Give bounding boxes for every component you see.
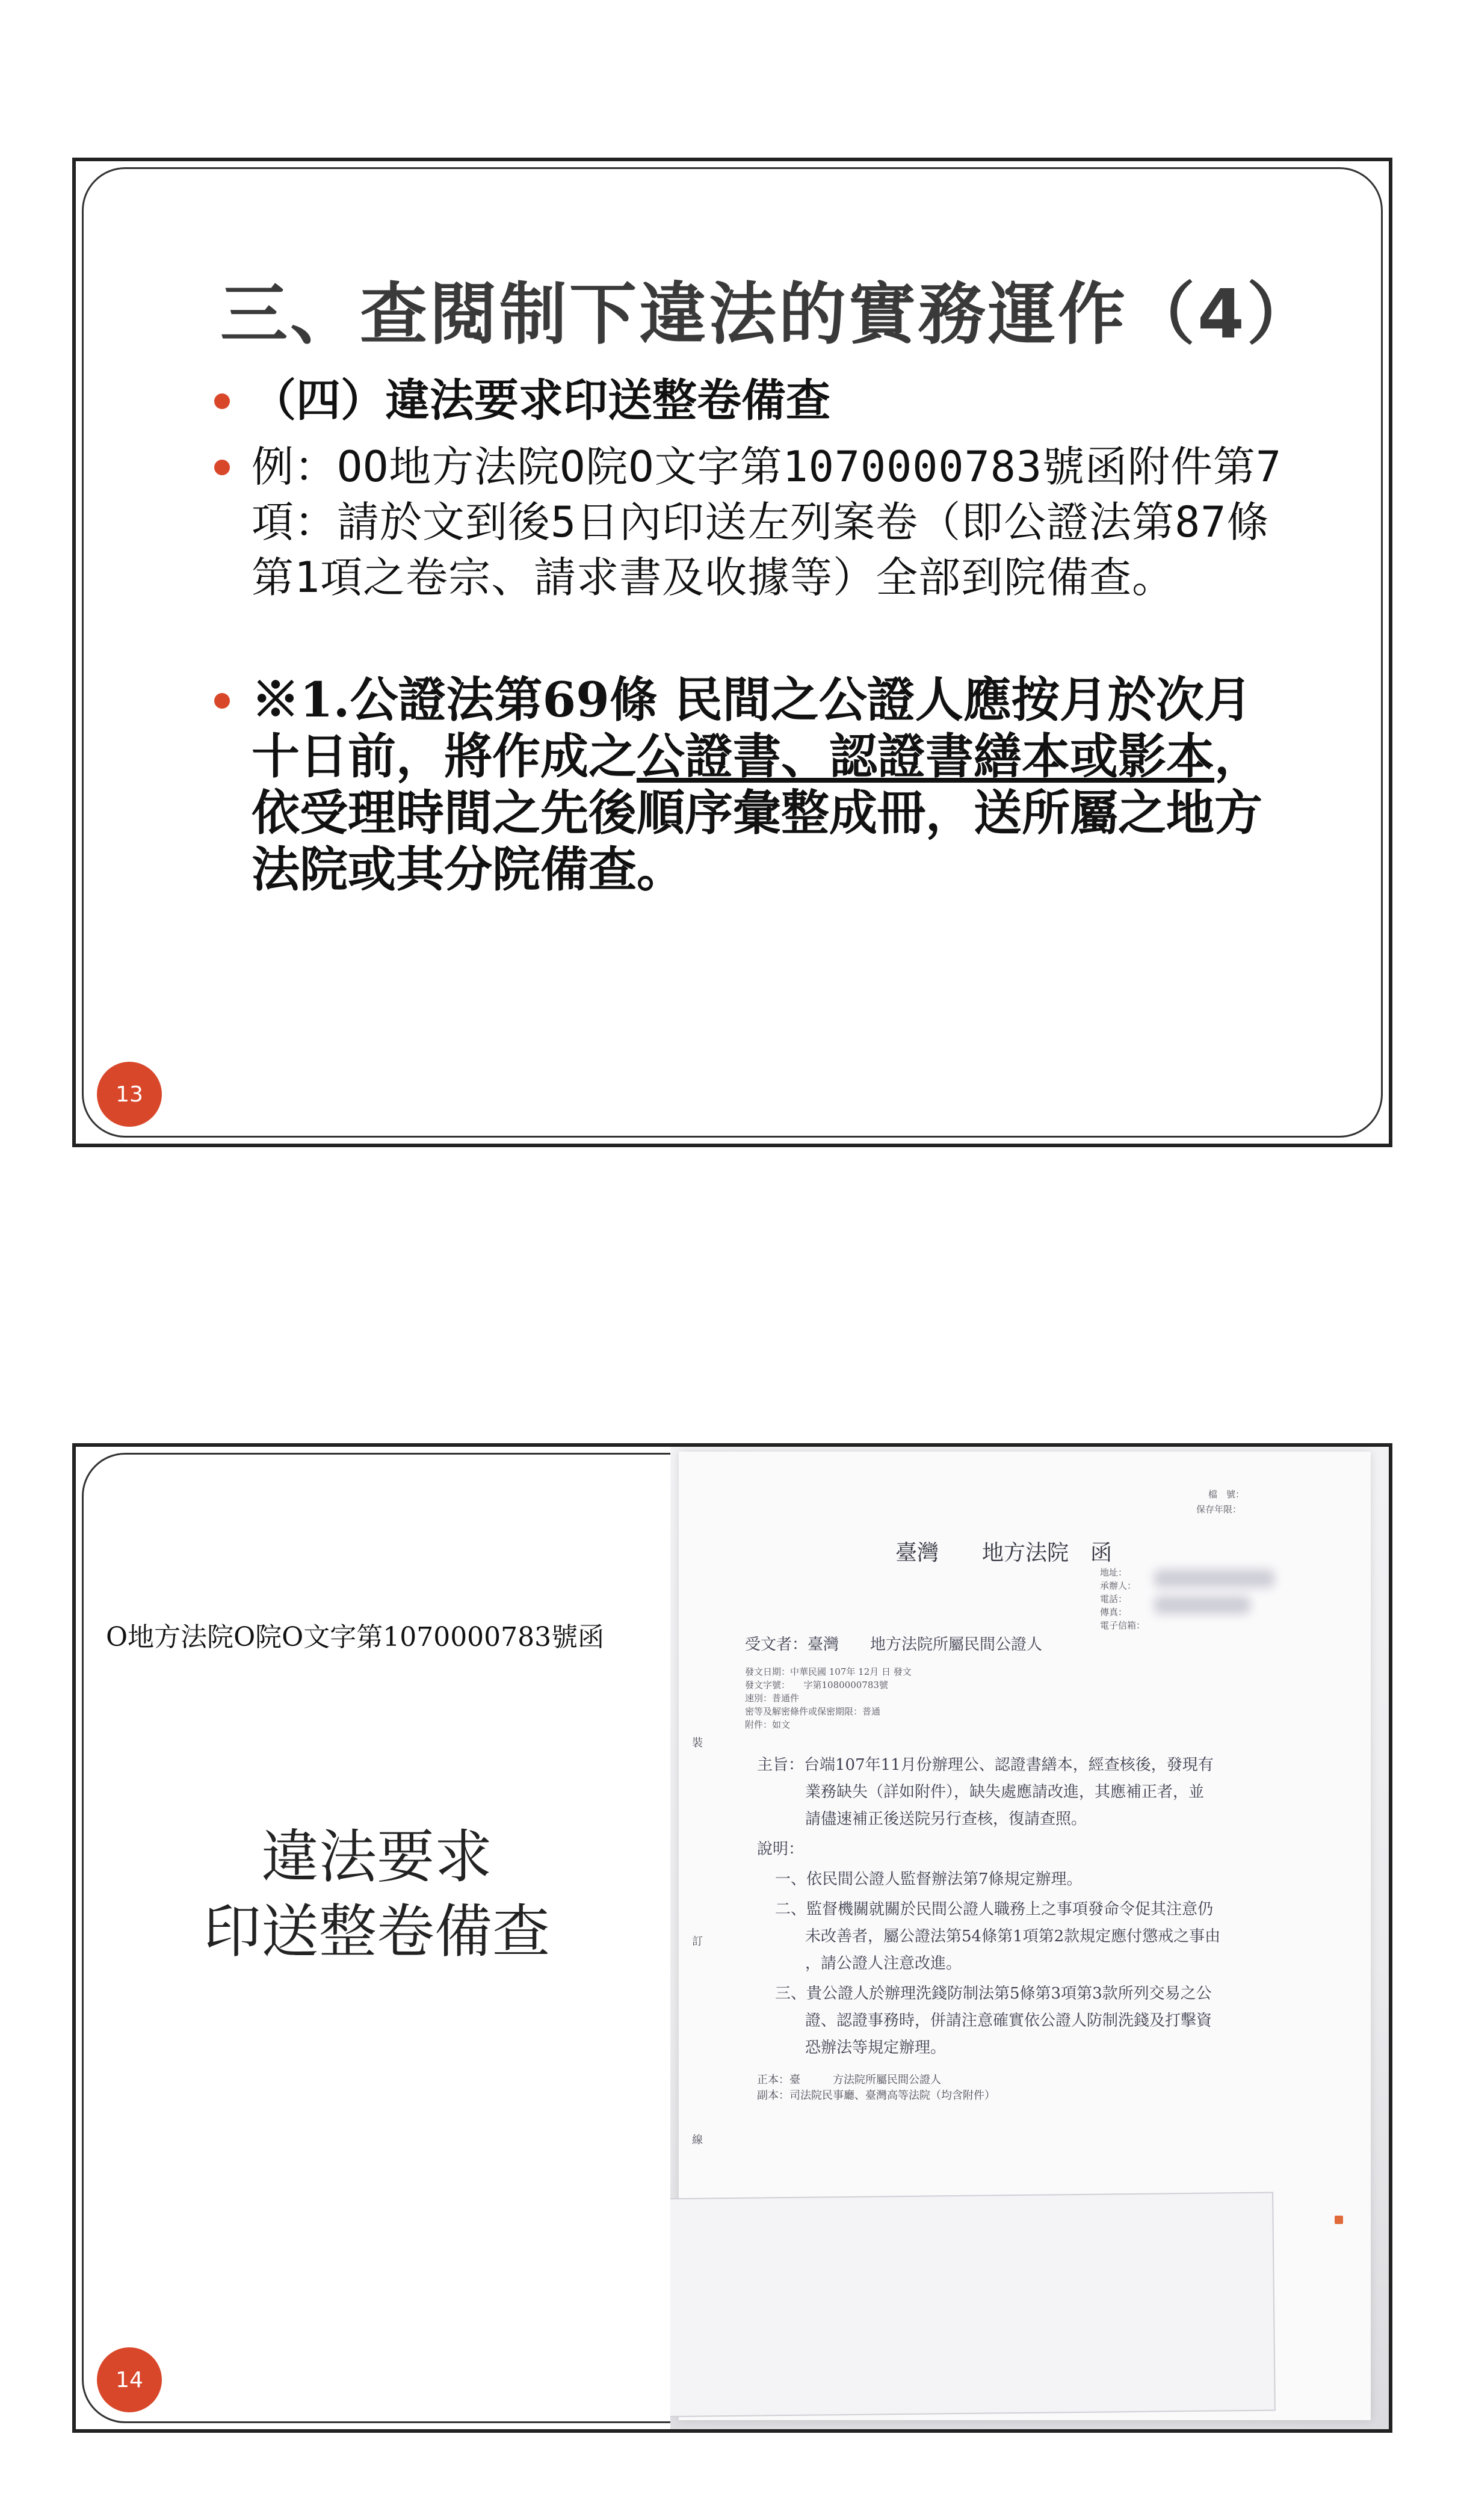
slide-heading (112, 1820, 641, 1969)
bullet-2-text: 例：OO地方法院O院O文字第1070000783號函附件第7項：請於文到後5日內印送左列案卷（即公證法第87條第1項之卷宗、請求書及收據等）全部到院備查。 (252, 442, 1282, 602)
bullet-dot-icon (214, 460, 230, 475)
letter-photo (670, 1447, 1389, 2429)
bullet-1-text: （四）違法要求印送整卷備查 (252, 375, 830, 427)
slide-left-panel (76, 1447, 666, 2429)
bullet-dot-icon (214, 693, 230, 709)
docno-line: 發文字號： 字第1080000783號 (745, 1680, 888, 1690)
heading-line-2: 印送整卷備查 (203, 1898, 550, 1965)
tel-label: 電話： (1100, 1594, 1128, 1604)
secrecy-line: 密等及解密條件或保密期限：普通 (745, 1706, 881, 1717)
item-3-3: 恐辦法等規定辦理。 (805, 2039, 947, 2057)
bullet-dot-icon (214, 393, 230, 409)
slide-14 (72, 1443, 1392, 2433)
address-label: 地址： (1100, 1567, 1128, 1578)
cc-copy: 副本：司法院民事廳、臺灣高等法院（均含附件） (757, 2089, 995, 2102)
official-letter (679, 1452, 1371, 2420)
attach-line: 附件：如文 (745, 1719, 791, 1730)
margin-mark-1: 裝 (692, 1737, 703, 1749)
file-no: 檔 號： (1208, 1489, 1245, 1500)
redaction (1154, 1570, 1274, 1588)
item-1: 一、依民間公證人監督辦法第7條規定辦理。 (775, 1870, 1083, 1888)
item-3-2: 證、認證事務時，併請注意確實依公證人防制洗錢及打擊資 (805, 2012, 1212, 2030)
bullet-item-2 (214, 439, 1297, 605)
bullet-3-underlined: 公證書、認證書繕本或影本 (637, 728, 1214, 784)
attached-note (670, 2192, 1276, 2418)
slide-13 (72, 158, 1392, 1147)
fax-label: 傳真： (1100, 1607, 1128, 1618)
item-2-3: ，請公證人注意改進。 (805, 1955, 962, 1973)
bullet-3-text-a: ※1.公證法第69條 民間之公證人應按月於次月十日前，將作成之 (252, 671, 1252, 784)
margin-mark-3: 線 (692, 2134, 703, 2146)
stamp-mark-icon (1335, 2216, 1343, 2224)
item-3-1: 三、貴公證人於辦理洗錢防制法第5條第3項第3款所列交易之公 (775, 1985, 1212, 2003)
item-2-1: 二、監督機關就關於民間公證人職務上之事項發命令促其注意仍 (775, 1900, 1214, 1918)
speed-line: 速別：普通件 (745, 1693, 800, 1704)
item-2-2: 未改善者，屬公證法第54條第1項第2款規定應付懲戒之事由 (805, 1927, 1221, 1945)
slide-title: 三、查閱制下違法的實務運作（4） (220, 276, 1317, 354)
retention: 保存年限： (1196, 1504, 1242, 1515)
court-title: 臺灣 地方法院 函 (895, 1541, 1113, 1565)
date-line: 發文日期：中華民國 107年 12月 日 發文 (745, 1666, 912, 1677)
subject-2: 業務缺失（詳如附件），缺失處應請改進，其應補正者，並 (805, 1783, 1205, 1801)
bullet-item-1 (214, 372, 1297, 430)
subject-1: 主旨：台端107年11月份辦理公、認證書繕本，經查核後，發現有 (757, 1756, 1214, 1774)
letter-reference: O地方法院O院O文字第1070000783號函 (106, 1622, 605, 1653)
email-label: 電子信箱： (1100, 1620, 1146, 1631)
heading-line-1: 違法要求 (261, 1823, 492, 1891)
contact-label: 承辦人： (1100, 1580, 1137, 1591)
explain-label: 說明： (757, 1840, 805, 1858)
cc-main: 正本：臺 方法院所屬民間公證人 (757, 2074, 941, 2086)
subject-3: 請儘速補正後送院另行查核，復請查照。 (805, 1810, 1087, 1828)
page-number-badge: 13 (97, 1062, 162, 1127)
margin-mark-2: 訂 (692, 1935, 703, 1948)
page-number-badge: 14 (97, 2347, 162, 2412)
redaction (1154, 1596, 1250, 1614)
recipient-line: 受文者：臺灣 地方法院所屬民間公證人 (745, 1636, 1043, 1654)
bullet-list (214, 372, 1297, 898)
bullet-item-3 (214, 671, 1297, 898)
bullet-3-text-b: ，依受理時間之先後順序彙整成冊，送所屬之地方法院或其分院備查。 (252, 728, 1262, 898)
